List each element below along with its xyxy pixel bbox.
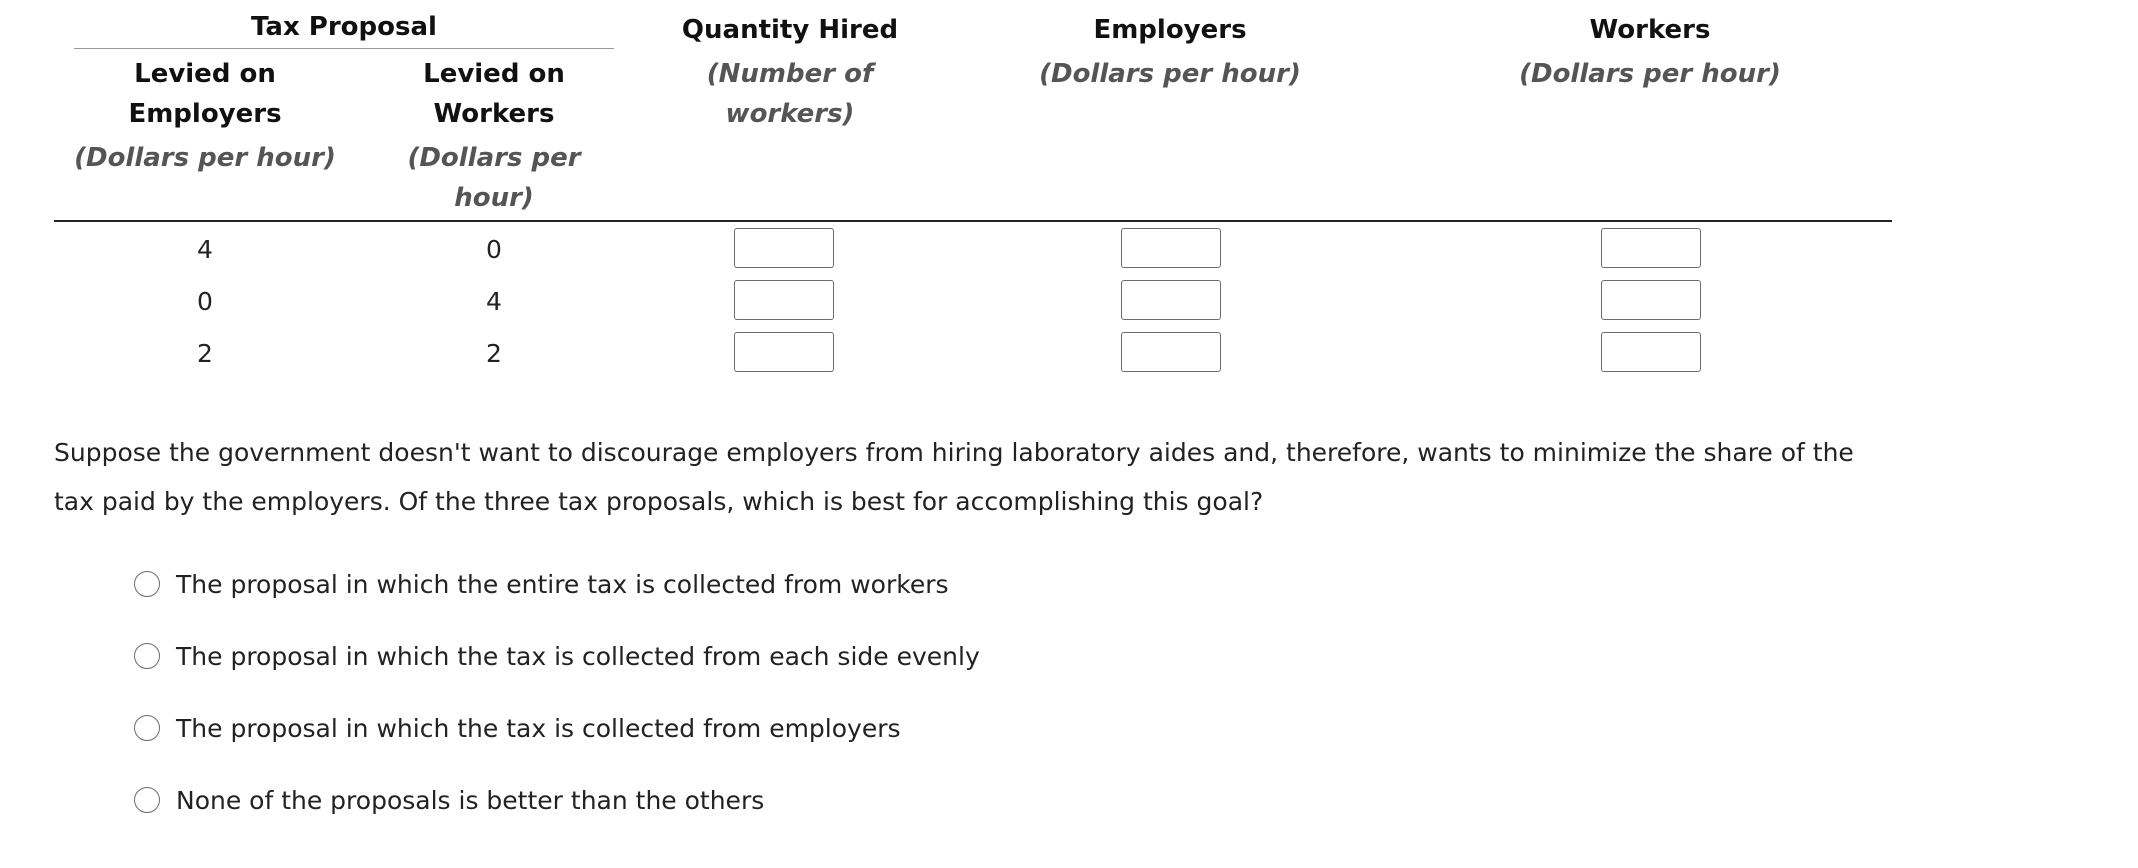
row1-workers-tax: 0 — [486, 235, 502, 264]
table-header-rule — [54, 220, 1892, 222]
row3-employers-price-input[interactable] — [1121, 332, 1221, 372]
row3-quantity-input[interactable] — [734, 332, 834, 372]
col-workers-price-header — [1490, 10, 1810, 94]
col-employers-tax-header — [60, 54, 350, 178]
row2-workers-price-input[interactable] — [1601, 280, 1701, 320]
row3-employers-tax: 2 — [197, 339, 213, 368]
col-employers-price-unit: (Dollars per hour) — [1039, 59, 1301, 89]
row2-workers-tax: 4 — [486, 287, 502, 316]
col-quantity-unit-2: workers) — [725, 99, 855, 129]
col-quantity-header — [660, 10, 920, 134]
row1-employers-price-input[interactable] — [1121, 228, 1221, 268]
option-none-radio[interactable] — [134, 787, 160, 813]
option-even-label[interactable]: The proposal in which the tax is collected from each side evenly — [176, 641, 980, 671]
col-workers-tax-unit-1: (Dollars per — [407, 143, 581, 173]
option-none[interactable] — [134, 780, 764, 820]
tax-proposal-underline — [74, 48, 614, 49]
col-employers-tax-title-1: Levied on — [134, 59, 276, 89]
col-workers-price-unit: (Dollars per hour) — [1519, 59, 1781, 89]
row2-employers-price-input[interactable] — [1121, 280, 1221, 320]
tax-proposal-header: Tax Proposal — [251, 12, 437, 42]
row2-employers-tax: 0 — [197, 287, 213, 316]
option-even[interactable] — [134, 636, 980, 676]
col-employers-tax-title-2: Employers — [128, 99, 282, 129]
row3-workers-price-input[interactable] — [1601, 332, 1701, 372]
row1-quantity-input[interactable] — [734, 228, 834, 268]
row3-workers-tax: 2 — [486, 339, 502, 368]
col-workers-tax-unit-2: hour) — [454, 183, 534, 213]
col-employers-price-title: Employers — [1093, 15, 1247, 45]
col-workers-tax-title-1: Levied on — [423, 59, 565, 89]
option-workers[interactable] — [134, 564, 949, 604]
option-employers-radio[interactable] — [134, 715, 160, 741]
col-quantity-unit-1: (Number of — [706, 59, 874, 89]
col-quantity-title: Quantity Hired — [681, 15, 899, 45]
col-workers-price-title: Workers — [1589, 15, 1711, 45]
option-workers-radio[interactable] — [134, 571, 160, 597]
option-none-label[interactable]: None of the proposals is better than the others — [176, 785, 765, 815]
col-workers-tax-title-2: Workers — [433, 99, 555, 129]
col-workers-tax-header — [394, 54, 594, 218]
row1-workers-price-input[interactable] — [1601, 228, 1701, 268]
option-employers[interactable] — [134, 708, 901, 748]
row1-employers-tax: 4 — [197, 235, 213, 264]
option-employers-label[interactable]: The proposal in which the tax is collected from employers — [176, 713, 901, 743]
option-even-radio[interactable] — [134, 643, 160, 669]
row2-quantity-input[interactable] — [734, 280, 834, 320]
col-employers-price-header — [1010, 10, 1330, 94]
col-employers-tax-unit: (Dollars per hour) — [74, 143, 336, 173]
option-workers-label[interactable]: The proposal in which the entire tax is collected from workers — [176, 569, 949, 599]
question-text: Suppose the government doesn't want to discourage employers from hiring laboratory aides and, therefore, wants to minimize the share of the tax paid by the employers. Of the three tax proposals, which is best for accomplishing this goal? — [54, 438, 1854, 516]
